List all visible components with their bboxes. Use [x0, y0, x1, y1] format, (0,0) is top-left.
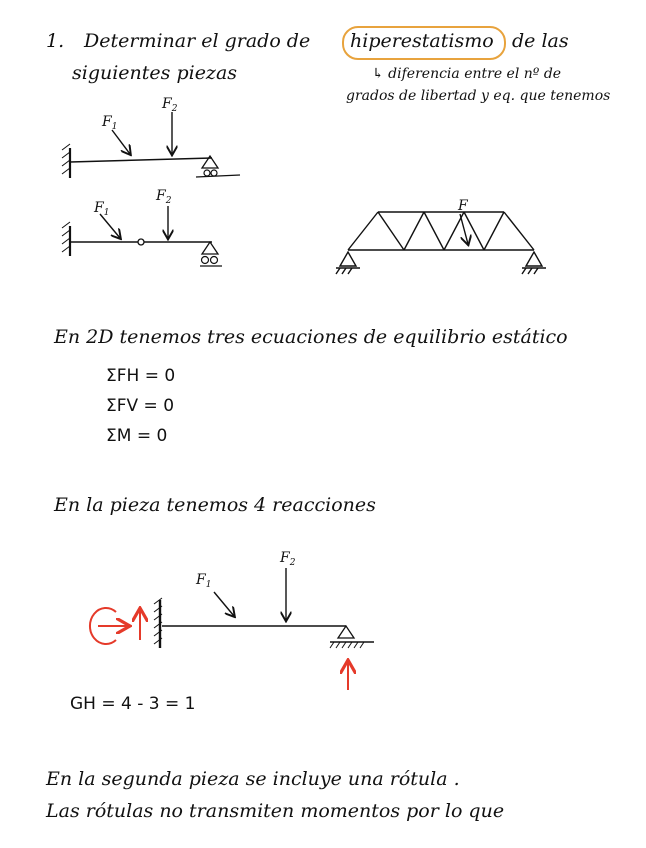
equilibrium-intro: En 2D tenemos tres ecuaciones de equilibrio estático: [54, 326, 568, 348]
beam-2: [62, 188, 222, 266]
beam-1: [62, 96, 240, 178]
closing-line-2: Las rótulas no transmiten momentos por lo que: [46, 800, 505, 822]
reaction-f2-label: $F_2$: [280, 550, 296, 568]
exercise-number: 1.: [46, 30, 65, 52]
heading-text-end: de las: [512, 30, 569, 52]
beam-1-f2-label: $F_2$: [162, 96, 178, 114]
beam-2-f1-label: $F_1$: [94, 200, 110, 218]
truss: [336, 212, 546, 274]
closing-line-1: En la segunda pieza se incluye una rótula .: [46, 768, 460, 790]
reaction-beam: [154, 550, 374, 648]
note-line-2: grados de libertad y eq. que tenemos: [346, 88, 611, 104]
heading-text-start: Determinar el grado de: [84, 30, 311, 52]
equation-fv: ΣFV = 0: [106, 396, 175, 416]
beam-1-f1-label: $F_1$: [102, 114, 118, 132]
hinge-icon: [138, 239, 144, 245]
note-line-1: ↳ diferencia entre el nº de: [372, 66, 562, 82]
equation-m: ΣM = 0: [106, 426, 168, 446]
reactions-intro: En la pieza tenemos 4 reacciones: [54, 494, 376, 516]
reaction-f1-label: $F_1$: [196, 572, 212, 590]
heading-line-2: siguientes piezas: [72, 62, 238, 84]
equation-fh: ΣFH = 0: [106, 366, 176, 386]
beam-2-f2-label: $F_2$: [156, 188, 172, 206]
truss-force-label: F: [458, 198, 468, 214]
reaction-arrows: [90, 608, 348, 690]
result-equation: GH = 4 - 3 = 1: [70, 694, 196, 714]
heading-highlight-word: hiperestatismo: [350, 30, 494, 52]
